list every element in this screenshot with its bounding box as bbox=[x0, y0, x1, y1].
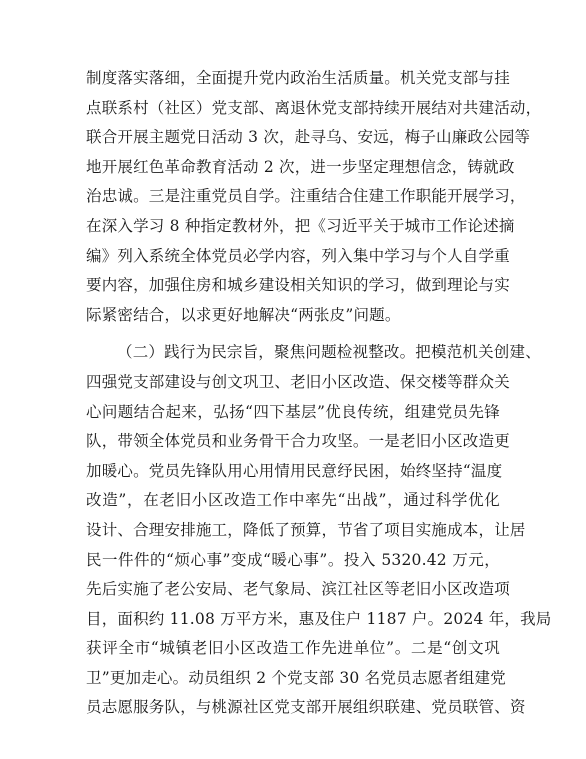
text-line: 先后实施了老公安局、老气象局、滨江社区等老旧小区改造项 bbox=[86, 580, 510, 599]
text-line: 民一件件的“烦心事”变成“暖心事”。投入 5320.42 万元， bbox=[86, 550, 500, 569]
text-line: 联合开展主题党日活动 3 次，赴寻乌、安远，梅子山廉政公园等 bbox=[86, 128, 531, 147]
text-line: （二）践行为民宗旨，聚焦问题检视整改。把模范机关创建、 bbox=[117, 343, 541, 362]
text-line: 设计、合理安排施工，降低了预算，节省了项目实施成本，让居 bbox=[86, 520, 526, 539]
text-line: 队，带领全体党员和业务骨干合力攻坚。一是老旧小区改造更 bbox=[86, 432, 510, 451]
paragraph-spacer bbox=[86, 330, 500, 338]
text-line: 获评全市“城镇老旧小区改造工作先进单位”。二是“创文巩 bbox=[86, 639, 500, 658]
paragraph-1 bbox=[86, 64, 542, 330]
text-line: 际紧密结合，以求更好地解决“两张皮”问题。 bbox=[86, 305, 401, 324]
paragraph-2 bbox=[86, 338, 552, 723]
text-line: 点联系村（社区）党支部、离退休党支部持续开展结对共建活动， bbox=[86, 98, 542, 117]
text-line: 治忠诚。三是注重党员自学。注重结合住建工作职能开展学习， bbox=[86, 187, 526, 206]
text-line: 员志愿服务队，与桃源社区党支部开展组织联建、党员联管、资 bbox=[86, 698, 526, 717]
text-line: 要内容，加强住房和城乡建设相关知识的学习，做到理论与实 bbox=[86, 276, 510, 295]
text-line: 地开展红色革命教育活动 2 次，进一步坚定理想信念，铸就政 bbox=[86, 157, 515, 176]
text-line: 四强党支部建设与创文巩卫、老旧小区改造、保交楼等群众关 bbox=[86, 372, 510, 391]
text-line: 制度落实落细，全面提升党内政治生活质量。机关党支部与挂 bbox=[86, 69, 510, 87]
text-line: 心问题结合起来，弘扬“四下基层”优良传统，组建党员先锋 bbox=[86, 402, 500, 421]
text-line: 改造”，在老旧小区改造工作中率先“出战”，通过科学优化 bbox=[86, 491, 500, 510]
document-page bbox=[86, 64, 552, 723]
text-line: 加暖心。党员先锋队用心用情用民意纾民困，始终坚持“温度 bbox=[86, 461, 503, 480]
text-line: 目，面积约 11.08 万平方米，惠及住户 1187 户。2024 年，我局 bbox=[86, 609, 552, 628]
text-line: 在深入学习 8 种指定教材外，把《习近平关于城市工作论述摘 bbox=[86, 216, 515, 235]
text-line: 卫”更加走心。动员组织 2 个党支部 30 名党员志愿者组建党 bbox=[86, 668, 506, 687]
text-line: 编》列入系统全体党员必学内容，列入集中学习与个人自学重 bbox=[86, 246, 510, 265]
